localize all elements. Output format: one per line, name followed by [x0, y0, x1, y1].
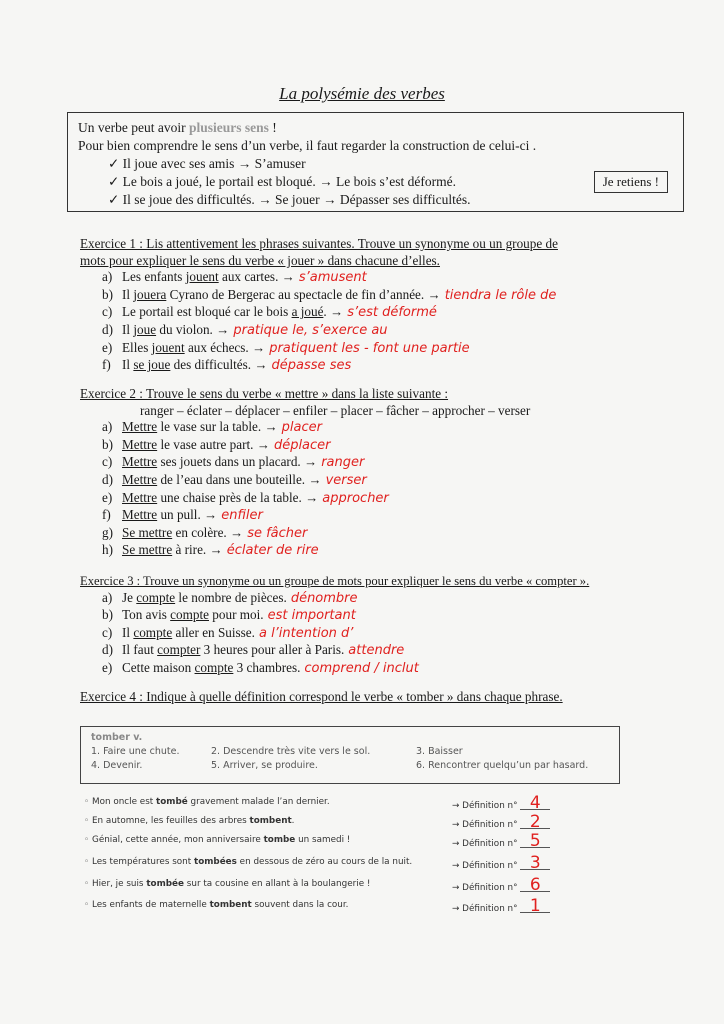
handwritten-answer: éclater de rire	[226, 543, 319, 559]
item-letter: d)	[102, 471, 113, 487]
item-verb: a joué	[291, 304, 324, 320]
exercise-item	[102, 490, 700, 508]
handwritten-answer: verser	[325, 472, 367, 488]
handwritten-answer: placer	[281, 420, 322, 436]
definition-prefix: → Définition n°	[452, 904, 521, 914]
item-text: Il	[122, 321, 134, 337]
dictionary-word: tomber v.	[91, 732, 143, 743]
exercise-2	[80, 386, 700, 560]
handwritten-answer: a l’intention d’	[258, 625, 354, 641]
rule-box	[67, 112, 684, 212]
definition-prefix: → Définition n°	[452, 839, 521, 849]
sentence-verb: tombent	[249, 816, 292, 826]
definition-item: 1. Faire une chute.	[91, 746, 180, 757]
definition-item: 3. Baisser	[416, 746, 463, 757]
handwritten-answer: pratiquent les - font une partie	[269, 340, 470, 356]
item-text: Cyrano de Bergerac au spectacle de fin d’année. →	[166, 286, 441, 302]
item-text: le nombre de pièces.	[175, 589, 287, 605]
definition-item: 2. Descendre très vite vers le sol.	[211, 746, 371, 757]
exercise-item	[102, 590, 700, 608]
definition-label	[452, 812, 550, 832]
exercise-item	[102, 419, 700, 437]
sentence-text: souvent dans la cour.	[251, 900, 349, 910]
item-text: des difficultés. →	[170, 357, 268, 373]
page-title: La polysémie des verbes	[279, 84, 445, 103]
sentence-text: gravement malade l’an dernier.	[187, 797, 330, 807]
sentence-text: Génial, cette année, mon anniversaire	[92, 835, 264, 845]
exercise-item	[102, 454, 700, 472]
item-text: ses jouets dans un placard. →	[157, 454, 318, 470]
sentence-text: En automne, les feuilles des arbres	[92, 816, 250, 826]
exercise-item	[102, 322, 700, 340]
sentence-bullet: ◦	[84, 797, 92, 807]
item-text: Je	[122, 589, 137, 605]
handwritten-answer: 1	[520, 900, 550, 913]
exercise-1	[80, 236, 700, 375]
sentence-text: Les températures sont	[92, 857, 194, 867]
exercise-item	[102, 304, 700, 322]
exercise-1-heading: Exercice 1 : Lis attentivement les phrases suivantes. Trouve un synonyme ou un groupe de	[80, 236, 558, 251]
sentence-text: Les enfants de maternelle	[92, 900, 210, 910]
item-letter: e)	[102, 659, 113, 675]
item-verb: compte	[170, 607, 209, 623]
item-letter: c)	[102, 304, 113, 320]
item-letter: g)	[102, 524, 113, 540]
je-retiens-badge: Je retiens !	[594, 171, 668, 193]
handwritten-answer: approcher	[322, 490, 389, 506]
item-verb: Mettre	[122, 471, 158, 487]
item-text: du violon. →	[156, 321, 230, 337]
tomber-sentence	[84, 812, 644, 832]
definition-item: 5. Arriver, se produire.	[211, 760, 318, 771]
rule-bullet: ✓ Le bois a joué, le portail est bloqué. → Le bois s’est déformé.	[108, 174, 456, 189]
item-letter: h)	[102, 542, 113, 558]
item-text: un pull. →	[157, 507, 218, 523]
dictionary-box	[80, 726, 620, 784]
tomber-sentence	[84, 831, 644, 851]
sentence-bullet: ◦	[84, 816, 92, 826]
exercise-3	[80, 573, 700, 678]
item-letter: a)	[102, 419, 113, 435]
definition-label	[452, 896, 550, 916]
sentence-text: Mon oncle est	[92, 797, 157, 807]
definition-prefix: → Définition n°	[452, 861, 521, 871]
exercise-2-wordlist: ranger – éclater – déplacer – enfiler – placer – fâcher – approcher – verser	[140, 402, 531, 418]
exercise-1-list	[80, 269, 700, 375]
item-text: aux cartes. →	[218, 269, 295, 285]
sentence-bullet: ◦	[84, 900, 92, 910]
item-verb: Se mettre	[122, 542, 173, 558]
tomber-sentence	[84, 853, 644, 873]
exercise-3-heading: Exercice 3 : Trouve un synonyme ou un groupe de mots pour expliquer le sens du verbe « compter ».	[80, 574, 590, 588]
definition-label	[452, 793, 550, 813]
exercise-item	[102, 269, 700, 287]
definition-label	[452, 831, 550, 851]
exercise-item	[102, 472, 700, 490]
exercise-4-heading: Exercice 4 : Indique à quelle définition correspond le verbe « tomber » dans chaque phrase.	[80, 689, 563, 704]
item-verb: Mettre	[122, 436, 158, 452]
handwritten-answer: attendre	[348, 643, 405, 659]
item-text: le vase autre part. →	[157, 436, 270, 452]
item-text: aller en Suisse.	[172, 624, 255, 640]
item-letter: a)	[102, 589, 113, 605]
item-text: en colère. →	[172, 524, 244, 540]
sentence-verb: tombent	[209, 900, 252, 910]
handwritten-answer: dépasse ses	[271, 358, 352, 374]
exercise-item	[102, 542, 700, 560]
item-letter: f)	[102, 507, 111, 523]
item-text: le vase sur la table. →	[157, 419, 278, 435]
item-letter: c)	[102, 624, 113, 640]
tomber-sentence	[84, 896, 644, 916]
item-letter: e)	[102, 339, 113, 355]
handwritten-answer: s’amusent	[298, 270, 367, 286]
item-text: Le portail est bloqué car le bois	[122, 304, 292, 320]
exercise-item	[102, 642, 700, 660]
exercise-1-heading: mots pour expliquer le sens du verbe « jouer » dans chacune d’elles.	[80, 252, 440, 268]
sentence-verb: tombé	[156, 797, 188, 807]
handwritten-answer: est important	[267, 608, 356, 624]
item-text: une chaise près de la table. →	[157, 489, 319, 505]
handwritten-answer: enfiler	[221, 508, 263, 524]
exercise-item	[102, 357, 700, 375]
item-text: aux échecs. →	[184, 339, 266, 355]
item-letter: b)	[102, 286, 113, 302]
exercise-item	[102, 625, 700, 643]
exercise-item	[102, 607, 700, 625]
item-text: Ton avis	[122, 607, 171, 623]
handwritten-answer: 2	[520, 816, 550, 829]
item-verb: compte	[194, 659, 234, 675]
sentence-text: sur ta cousine en allant à la boulangerie !	[183, 879, 371, 889]
sentence-text: un samedi !	[295, 835, 351, 845]
handwritten-answer: pratique le, s’exerce au	[233, 322, 388, 338]
tomber-sentence	[84, 875, 644, 895]
handwritten-answer: ranger	[321, 455, 365, 471]
definition-item: 4. Devenir.	[91, 760, 143, 771]
item-text: pour moi.	[209, 607, 264, 623]
sentence-verb: tombée	[146, 879, 184, 889]
item-letter: b)	[102, 607, 113, 623]
exercise-3-list	[80, 590, 700, 678]
item-text: Il	[122, 357, 134, 373]
rule-line-1: Un verbe peut avoir plusieurs sens !	[78, 120, 277, 135]
sentence-verb: tombées	[194, 857, 237, 867]
exercise-item	[102, 660, 700, 678]
item-text: 3 heures pour aller à Paris.	[200, 642, 345, 658]
handwritten-answer: 6	[520, 879, 550, 892]
item-verb: jouent	[185, 269, 219, 285]
sentence-text: Hier, je suis	[92, 879, 147, 889]
item-letter: d)	[102, 642, 113, 658]
exercise-item	[102, 287, 700, 305]
item-verb: jouera	[133, 286, 167, 302]
exercise-2-heading: Exercice 2 : Trouve le sens du verbe « mettre » dans la liste suivante :	[80, 386, 449, 401]
handwritten-answer: se fâcher	[247, 525, 308, 541]
sentence-text: en dessous de zéro au cours de la nuit.	[236, 857, 413, 867]
handwritten-answer: s’est déformé	[347, 305, 437, 321]
item-verb: compte	[136, 589, 176, 605]
rule-keyword: plusieurs sens	[188, 120, 269, 135]
exercise-2-list	[80, 419, 700, 560]
item-verb: jouent	[151, 339, 185, 355]
rule-bullet: ✓ Il joue avec ses amis → S’amuser	[108, 156, 306, 171]
definition-prefix: → Définition n°	[452, 883, 521, 893]
item-text: Il	[122, 286, 134, 302]
item-text: Il faut	[122, 642, 158, 658]
definition-label	[452, 875, 550, 895]
sentence-text: .	[291, 816, 295, 826]
handwritten-answer: dénombre	[290, 590, 358, 606]
definition-label	[452, 853, 550, 873]
exercise-item	[102, 525, 700, 543]
rule-line-2: Pour bien comprendre le sens d’un verbe, il faut regarder la construction de celui-ci .	[78, 138, 537, 153]
definition-grid	[91, 745, 609, 773]
item-verb: Mettre	[122, 419, 158, 435]
handwritten-answer: 5	[520, 835, 550, 848]
item-letter: f)	[102, 357, 111, 373]
item-text: Cette maison	[122, 659, 195, 675]
item-text: de l’eau dans une bouteille. →	[157, 471, 322, 487]
item-letter: e)	[102, 489, 113, 505]
rule-bullet: ✓ Il se joue des difficultés. → Se jouer → Dépasser ses difficultés.	[108, 192, 471, 207]
item-verb: se joue	[133, 357, 171, 373]
item-verb: Mettre	[122, 454, 158, 470]
item-verb: joue	[133, 321, 157, 337]
definition-prefix: → Définition n°	[452, 801, 521, 811]
sentence-verb: tombe	[263, 835, 296, 845]
item-letter: b)	[102, 436, 113, 452]
exercise-4	[80, 689, 700, 706]
item-verb: compte	[133, 624, 173, 640]
item-text: Les enfants	[122, 269, 186, 285]
item-text: Elles	[122, 339, 152, 355]
item-text: à rire. →	[172, 542, 223, 558]
handwritten-answer: tiendra le rôle de	[444, 287, 557, 303]
handwritten-answer: 3	[520, 857, 550, 870]
exercise-item	[102, 437, 700, 455]
item-text: Il	[122, 624, 134, 640]
tomber-sentence	[84, 793, 644, 813]
sentence-bullet: ◦	[84, 879, 92, 889]
item-letter: c)	[102, 454, 113, 470]
handwritten-answer: 4	[520, 797, 550, 810]
item-verb: Mettre	[122, 489, 158, 505]
sentence-bullet: ◦	[84, 857, 92, 867]
item-text: . →	[323, 304, 344, 320]
sentence-bullet: ◦	[84, 835, 92, 845]
definition-prefix: → Définition n°	[452, 820, 521, 830]
item-verb: Mettre	[122, 507, 158, 523]
item-letter: d)	[102, 321, 113, 337]
item-text: 3 chambres.	[233, 659, 301, 675]
handwritten-answer: déplacer	[273, 437, 331, 453]
definition-item: 6. Rencontrer quelqu’un par hasard.	[416, 760, 589, 771]
item-letter: a)	[102, 269, 113, 285]
exercise-item	[102, 507, 700, 525]
exercise-item	[102, 340, 700, 358]
handwritten-answer: comprend / inclut	[304, 660, 419, 676]
item-verb: Se mettre	[122, 524, 173, 540]
item-verb: compter	[157, 642, 201, 658]
